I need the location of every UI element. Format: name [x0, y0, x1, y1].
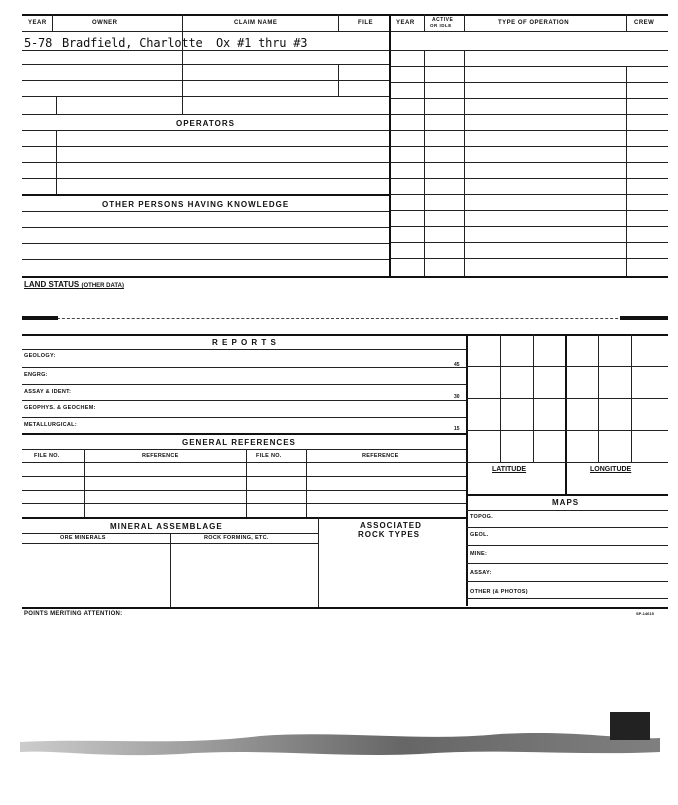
middle-divider	[466, 334, 468, 606]
row-line	[22, 503, 466, 504]
vline	[338, 14, 339, 32]
row-line	[466, 563, 668, 564]
vline	[424, 14, 425, 32]
row-line	[22, 334, 668, 336]
row-line	[22, 607, 668, 609]
row-line	[22, 80, 389, 81]
land-status-bar-right	[620, 316, 668, 320]
row-line	[22, 178, 389, 179]
vline	[182, 14, 183, 32]
row-line	[22, 433, 466, 435]
land-status-rule	[22, 318, 668, 319]
maps-assay: ASSAY:	[470, 570, 492, 576]
header-claim-name: CLAIM NAME	[234, 20, 278, 26]
report-engrg: ENGRG:	[24, 372, 48, 378]
entry-year: 5-78	[24, 36, 53, 50]
maps-geol: GEOL.	[470, 532, 489, 538]
panel-divider	[389, 14, 391, 276]
ore-minerals-label: ORE MINERALS	[60, 535, 106, 541]
report-metallurgical: METALLURGICAL:	[24, 422, 77, 428]
row-line	[22, 276, 668, 278]
ref-col-reference-1: REFERENCE	[142, 453, 179, 459]
row-line	[22, 194, 389, 196]
header-top-rule	[22, 14, 668, 16]
reports-heading: R E P O R T S	[212, 338, 277, 347]
vline	[464, 50, 465, 276]
longitude-label: LONGITUDE	[590, 466, 632, 473]
vline	[170, 533, 171, 607]
report-geology-num: 45	[454, 362, 460, 368]
row-line	[22, 462, 466, 463]
row-line	[22, 490, 466, 491]
vline	[565, 334, 567, 494]
general-references-heading: GENERAL REFERENCES	[182, 438, 296, 447]
row-line	[22, 259, 389, 260]
row-line	[466, 366, 668, 367]
row-line	[22, 96, 389, 97]
row-line	[22, 400, 466, 401]
row-line	[466, 510, 668, 511]
report-assay-num: 30	[454, 394, 460, 400]
vline	[246, 449, 247, 517]
rock-types-label: ROCK TYPES	[358, 530, 421, 539]
header-year: YEAR	[28, 20, 47, 26]
associated-label: ASSOCIATED	[360, 521, 422, 530]
vline	[56, 96, 57, 114]
ref-col-reference-2: REFERENCE	[362, 453, 399, 459]
row-line	[22, 449, 466, 450]
mineral-assemblage-heading: MINERAL ASSEMBLAGE	[110, 522, 223, 531]
maps-heading: MAPS	[552, 498, 580, 507]
header-active: ACTIVE	[432, 17, 454, 23]
vline	[424, 50, 425, 276]
row-line	[466, 598, 668, 599]
report-geophys: GEOPHYS. & GEOCHEM:	[24, 405, 96, 411]
vline	[464, 14, 465, 32]
other-persons-heading: OTHER PERSONS HAVING KNOWLEDGE	[102, 200, 290, 209]
vline	[318, 517, 319, 607]
report-geology: GEOLOGY:	[24, 353, 56, 359]
row-line	[466, 581, 668, 582]
row-line	[22, 162, 389, 163]
row-line	[22, 227, 389, 228]
header-bottom-rule	[22, 31, 668, 32]
scan-artifact	[20, 712, 660, 768]
header-file: FILE	[358, 20, 373, 26]
ref-col-file-no-1: FILE NO.	[34, 453, 60, 459]
maps-mine: MINE:	[470, 551, 488, 557]
vline	[626, 66, 627, 276]
row-line	[22, 50, 389, 51]
row-line	[22, 517, 466, 519]
row-line	[22, 211, 389, 212]
header-or-idle: OR IDLE	[430, 23, 452, 28]
entry-owner: Bradfield, Charlotte	[62, 36, 203, 50]
header-crew: CREW	[634, 20, 655, 26]
maps-other: OTHER (& PHOTOS)	[470, 589, 528, 595]
row-line	[466, 398, 668, 399]
row-line	[22, 64, 389, 65]
row-line	[390, 50, 668, 51]
land-status-label: LAND STATUS	[24, 280, 80, 289]
vline	[84, 449, 85, 517]
row-line	[22, 146, 389, 147]
form-number: SP-14615	[636, 611, 654, 616]
row-line	[466, 494, 668, 496]
row-line	[466, 462, 668, 463]
report-assay: ASSAY & IDENT:	[24, 389, 72, 395]
points-meriting-attention: POINTS MERITING ATTENTION:	[24, 611, 123, 617]
ref-col-file-no-2: FILE NO.	[256, 453, 282, 459]
row-line	[22, 349, 466, 350]
row-line	[466, 527, 668, 528]
row-line	[466, 545, 668, 546]
vline	[56, 130, 57, 194]
land-status-heading	[24, 280, 124, 289]
vline	[338, 64, 339, 96]
land-status-bar-left	[22, 316, 58, 320]
entry-claim: Ox #1 thru #3	[216, 36, 308, 50]
vline	[306, 449, 307, 517]
latitude-label: LATITUDE	[492, 466, 527, 473]
row-line	[22, 367, 466, 368]
row-line	[22, 243, 389, 244]
row-line	[22, 130, 389, 131]
header-type-of-operation: TYPE OF OPERATION	[498, 20, 570, 26]
row-line	[466, 430, 668, 431]
vline	[182, 32, 183, 114]
row-line	[22, 476, 466, 477]
header-year-2: YEAR	[396, 20, 415, 26]
vline	[626, 14, 627, 32]
row-line	[22, 114, 389, 115]
report-metallurgical-num: 15	[454, 426, 460, 432]
header-owner: OWNER	[92, 20, 118, 26]
row-line	[22, 417, 466, 418]
vline	[52, 14, 53, 32]
row-line	[22, 384, 466, 385]
rock-forming-label: ROCK FORMING, ETC.	[204, 535, 269, 541]
land-status-sub: (OTHER DATA)	[81, 283, 124, 289]
operators-heading: OPERATORS	[176, 119, 235, 128]
maps-topog: TOPOG.	[470, 514, 494, 520]
